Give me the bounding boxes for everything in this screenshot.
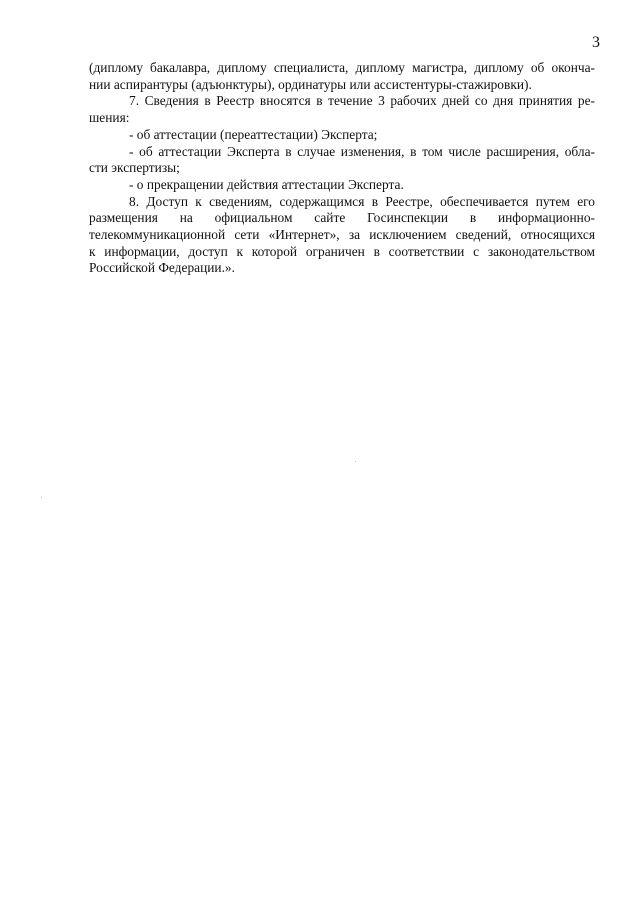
text-line: шения: <box>89 110 130 126</box>
text-line: нии аспирантуры (адъюнктуры), ординатуры или ассистентуры-стажировки). <box>89 76 532 92</box>
list-item: - о прекращении действия аттестации Эксперта. <box>129 176 404 192</box>
document-body <box>89 60 595 277</box>
paragraph-7-start: 7. Сведения в Реестр вносятся в течение 3 рабочих дней со дня принятия ре- <box>129 93 595 109</box>
text-line: размещения на официальном сайте Госинспекции в информационно- <box>89 210 595 226</box>
text-line: Российской Федерации.». <box>89 260 235 276</box>
scan-speck <box>355 461 356 462</box>
text-line: сти экспертизы; <box>89 160 180 176</box>
list-item: - об аттестации Эксперта в случае изменения, в том числе расширения, обла- <box>129 143 595 159</box>
text-line: к информации, доступ к которой ограничен в соответствии с законодательством <box>89 243 595 259</box>
list-item: - об аттестации (переаттестации) Эксперта; <box>129 126 378 142</box>
page-number: 3 <box>592 34 600 51</box>
text-line: (диплому бакалавра, диплому специалиста, диплому магистра, диплому об оконча- <box>89 60 595 75</box>
paragraph-8-start: 8. Доступ к сведениям, содержащимся в Реестре, обеспечивается путем его <box>129 193 595 209</box>
scan-speck <box>41 497 42 498</box>
text-line: телекоммуникационной сети «Интернет», за исключением сведений, относящихся <box>89 227 595 243</box>
